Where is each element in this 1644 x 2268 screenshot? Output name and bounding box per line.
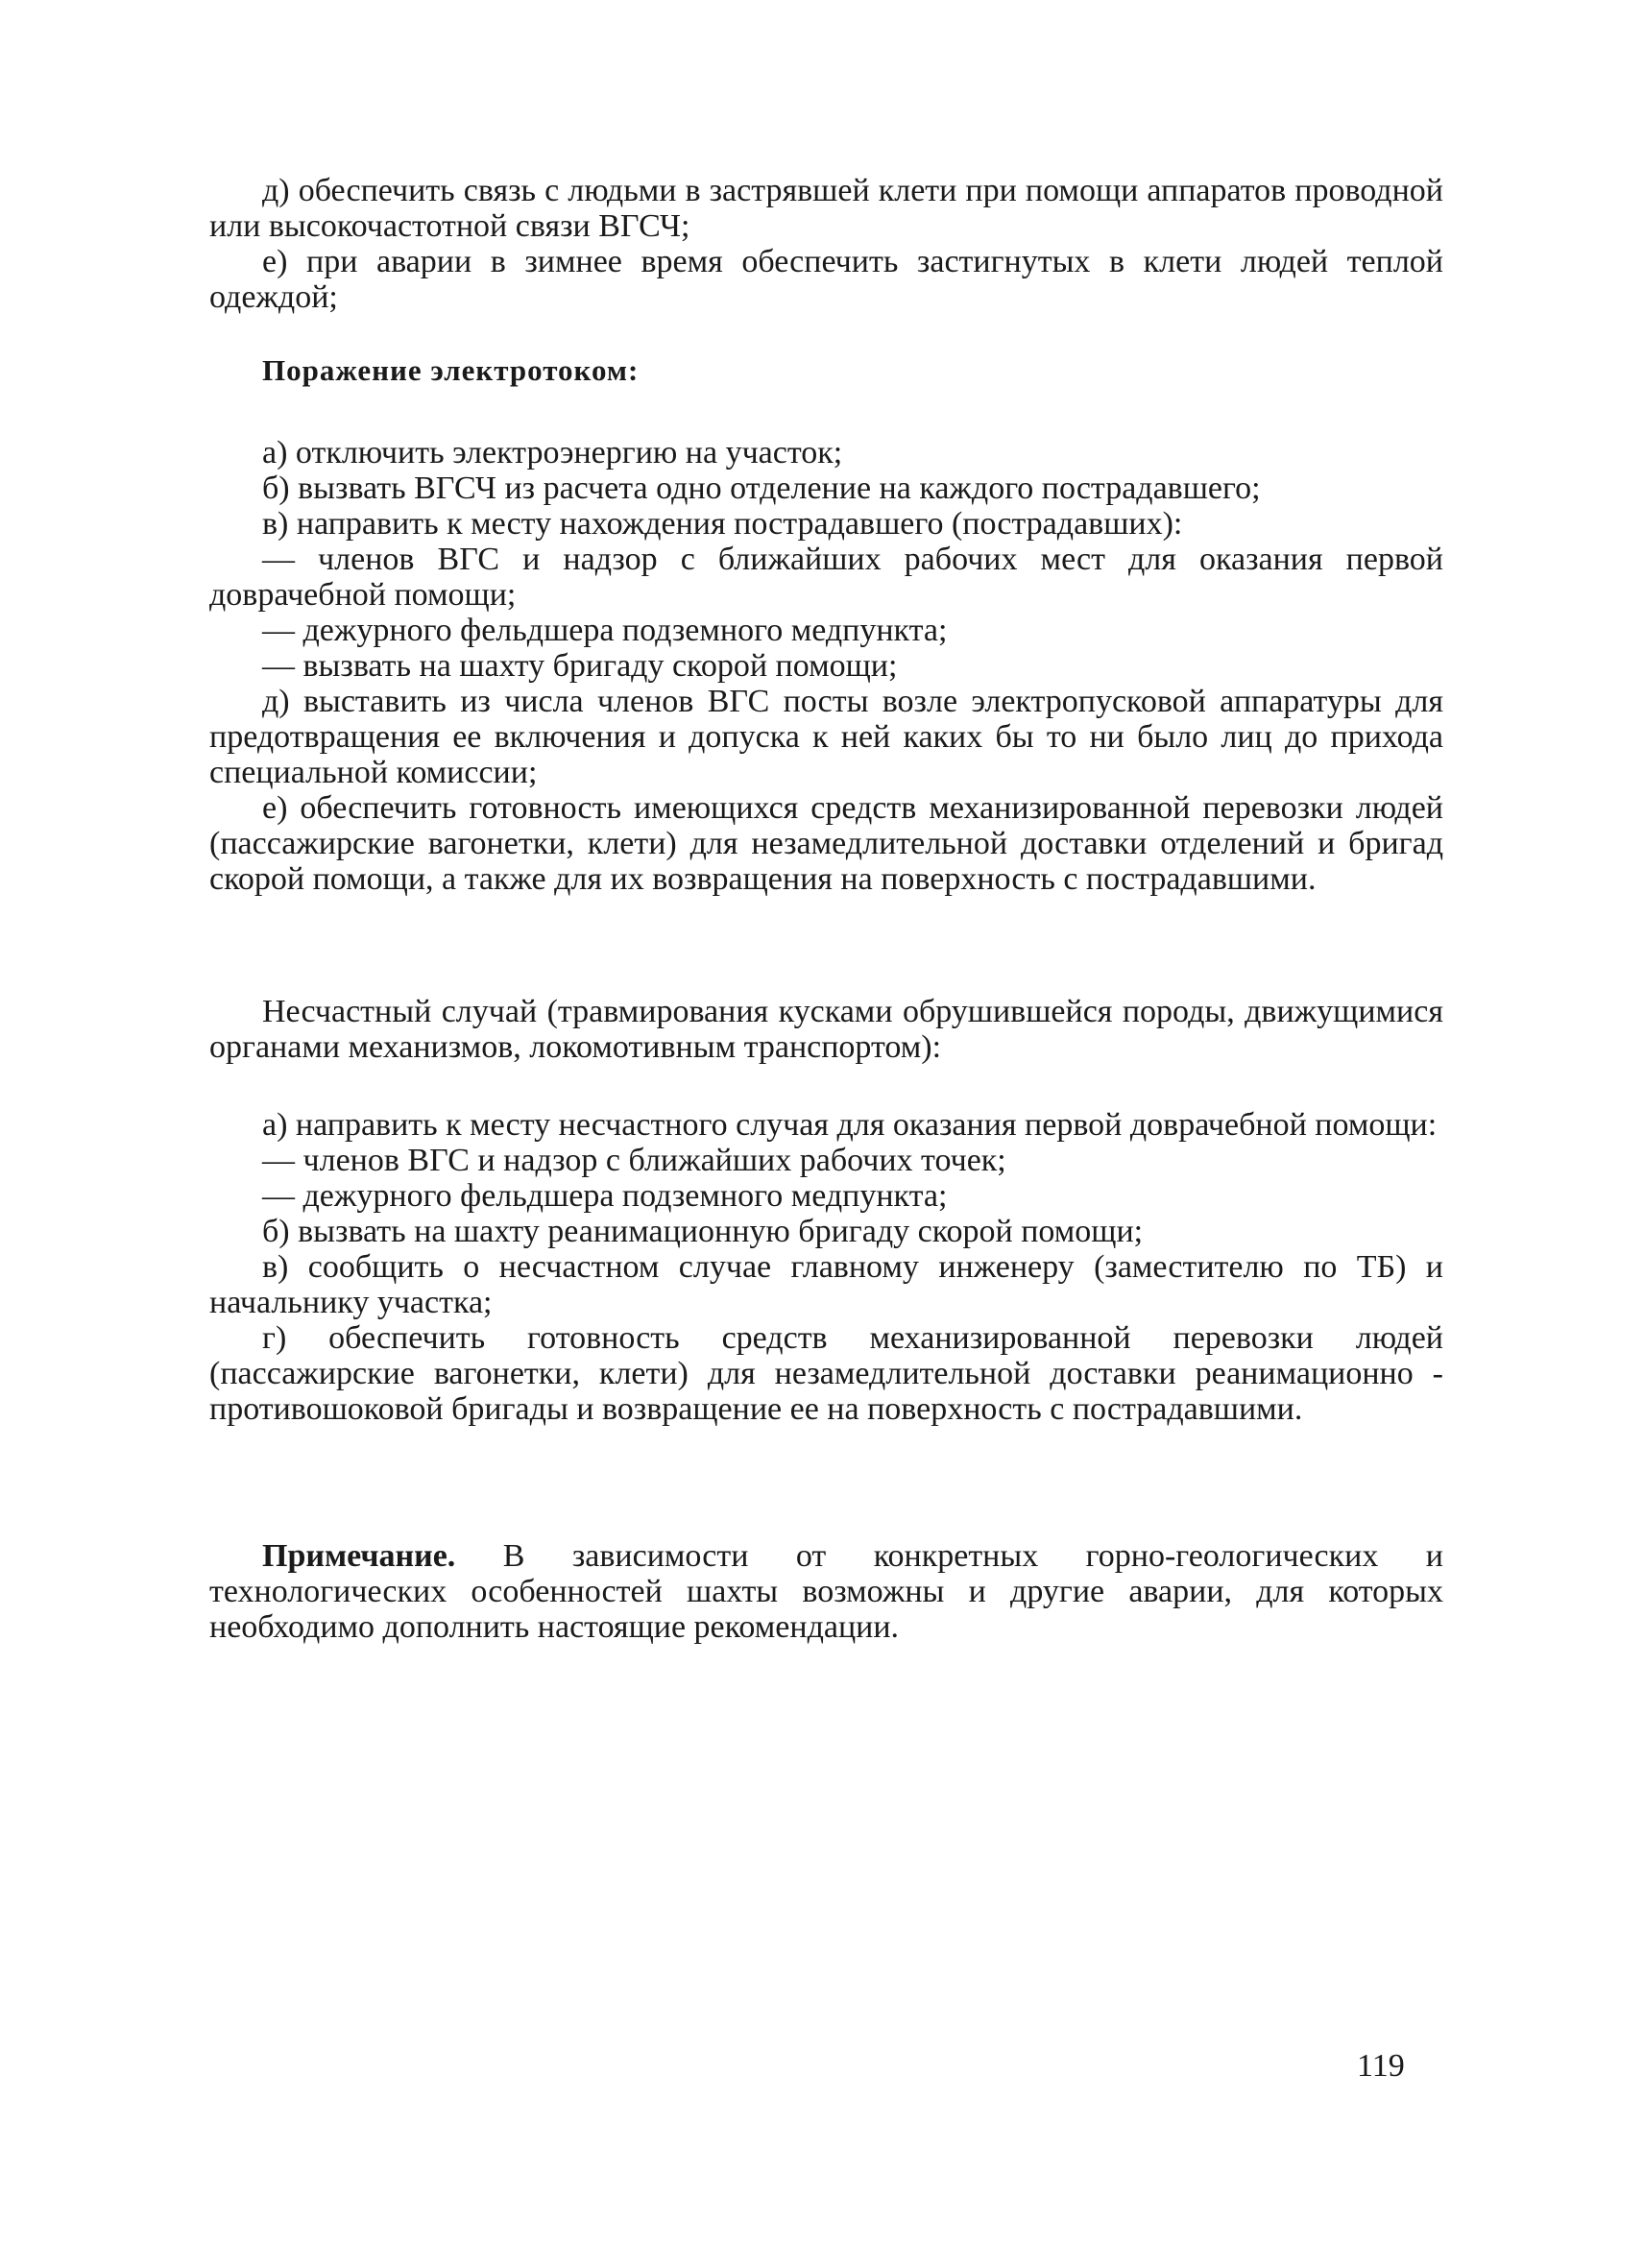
list-item: а) направить к месту несчастного случая для оказания первой доврачебной помощи: [262,1107,1438,1143]
list-item: в) направить к месту нахождения пострадавшего (пострадавших): [262,506,1183,542]
section-heading-electrocution: Поражение электротоком: [262,353,640,387]
list-item: д) выставить из числа членов ВГС посты возле электропусковой аппаратуры для предотвращения ее включения и допуска к ней каких бы то ни было лиц до прихода специальной комиссии; [209,684,1443,790]
list-item: г) обеспечить готовность средств механизированной перевозки людей (пассажирские вагонетки, клети) для незамедлительной доставки реанимационно - противошоковой бригады и возвращение ее на поверхность с пострадавшими. [209,1320,1443,1427]
note-text: В зависимости от конкретных горно-геологических и технологических особенностей шахты возможны и другие аварии, для которых необходимо дополнить настоящие рекомендации. [209,1538,1443,1645]
list-item: е) обеспечить готовность имеющихся средств механизированной перевозки людей (пассажирские вагонетки, клети) для незамедлительной доставки отделений и бригад скорой помощи, а также для их возвращения на поверхность с пострадавшими. [209,790,1443,897]
paragraph-block-electrocution [209,435,1443,897]
list-item: б) вызвать ВГСЧ из расчета одно отделение на каждого пострадавшего; [262,470,1261,506]
list-item: е) при аварии в зимнее время обеспечить застигнутых в клети людей теплой одеждой; [209,244,1443,315]
list-item: в) сообщить о несчастном случае главному инженеру (заместителю по ТБ) и начальнику участка; [209,1249,1443,1320]
note-paragraph [209,1538,1443,1645]
list-item: — членов ВГС и надзор с ближайших рабочих мест для оказания первой доврачебной помощи; [209,542,1443,613]
list-item: б) вызвать на шахту реанимационную бригаду скорой помощи; [262,1214,1144,1249]
paragraph-block-cage [209,173,1443,315]
section-heading-text: Несчастный случай (травмирования кусками обрушившейся породы, движущимися органами механизмов, локомотивным транспортом): [209,994,1443,1065]
list-item: — членов ВГС и надзор с ближайших рабочих точек; [262,1143,1006,1178]
paragraph-block-accident [209,1107,1443,1427]
section-heading-accident [209,994,1443,1065]
page-number: 119 [1357,2048,1405,2084]
note-label: Примечание. [262,1538,456,1574]
note-line [209,1538,1443,1645]
list-item: — вызвать на шахту бригаду скорой помощи; [262,648,898,684]
list-item: — дежурного фельдшера подземного медпункта; [262,1178,948,1214]
list-item: д) обеспечить связь с людьми в застрявшей клети при помощи аппаратов проводной или высокочастотной связи ВГСЧ; [209,173,1443,244]
list-item: — дежурного фельдшера подземного медпункта; [262,613,948,648]
list-item: а) отключить электроэнергию на участок; [262,435,843,470]
